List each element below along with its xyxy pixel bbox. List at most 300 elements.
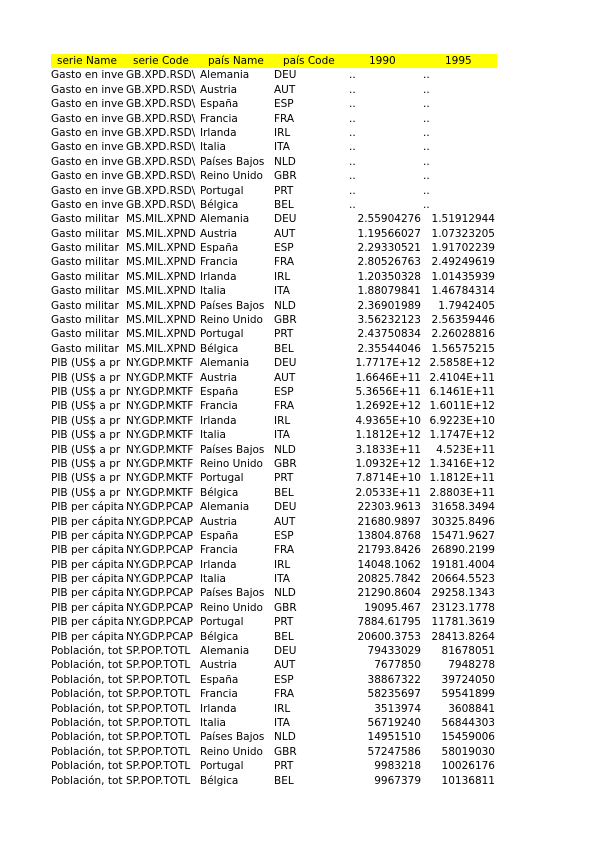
cell-value-1990: ..: [349, 141, 356, 154]
cell-serie-code: NY.GDP.MKTF: [126, 486, 194, 499]
cell-value-1995: 6.9223E+10: [429, 414, 495, 427]
cell-serie-name: Gasto militar: [51, 213, 119, 226]
cell-pais-code: ESP: [274, 385, 294, 398]
table-row: [51, 212, 497, 226]
cell-value-1995: 1.56575215: [431, 342, 495, 355]
cell-pais-name: España: [200, 673, 239, 686]
cell-pais-name: Alemania: [200, 645, 250, 658]
table-row: [51, 572, 497, 586]
cell-serie-name: Gasto en inve: [51, 198, 124, 211]
cell-serie-name: PIB per cápita: [51, 630, 125, 643]
cell-value-1995: 1.46784314: [431, 285, 495, 298]
cell-pais-code: BEL: [274, 774, 294, 787]
cell-serie-name: Gasto en inve: [51, 98, 124, 111]
cell-pais-code: BEL: [274, 198, 294, 211]
cell-serie-name: Población, tot: [51, 688, 123, 701]
cell-serie-name: Gasto en inve: [51, 83, 124, 96]
header-serie-name: serie Name: [57, 55, 117, 67]
cell-pais-name: Alemania: [200, 357, 250, 370]
table-row: [51, 299, 497, 313]
table-row: [51, 327, 497, 341]
cell-value-1990: 2.43750834: [357, 328, 421, 341]
cell-pais-name: Italia: [200, 285, 226, 298]
cell-serie-code: NY.GDP.MKTF: [126, 371, 194, 384]
table-row: [51, 399, 497, 413]
cell-pais-code: FRA: [274, 544, 295, 557]
cell-pais-code: AUT: [274, 659, 296, 672]
cell-value-1990: ..: [349, 112, 356, 125]
cell-serie-name: Población, tot: [51, 731, 123, 744]
cell-serie-name: PIB per cápita: [51, 573, 125, 586]
cell-value-1995: ..: [423, 83, 430, 96]
cell-value-1990: 13804.8768: [357, 529, 421, 542]
cell-value-1995: ..: [423, 170, 430, 183]
cell-pais-code: PRT: [274, 760, 294, 773]
data-table: [51, 54, 497, 788]
cell-serie-code: GB.XPD.RSD\: [126, 83, 196, 96]
cell-value-1990: 2.80526763: [357, 256, 421, 269]
cell-value-1995: 10136811: [441, 774, 495, 787]
cell-pais-name: Reino Unido: [200, 457, 263, 470]
cell-serie-name: Gasto militar: [51, 314, 119, 327]
cell-serie-name: PIB per cápita: [51, 587, 125, 600]
cell-value-1995: 1.91702239: [431, 242, 495, 255]
cell-serie-code: NY.GDP.MKTF: [126, 457, 194, 470]
cell-value-1990: 7884.61795: [357, 616, 421, 629]
cell-pais-code: NLD: [274, 443, 296, 456]
cell-value-1995: 2.26028816: [431, 328, 495, 341]
cell-pais-code: GBR: [274, 457, 297, 470]
cell-pais-name: Alemania: [200, 213, 250, 226]
cell-value-1990: 22303.9613: [357, 501, 421, 514]
cell-value-1990: 58235697: [367, 688, 421, 701]
cell-value-1995: 28413.8264: [431, 630, 495, 643]
table-row: [51, 83, 497, 97]
cell-value-1990: ..: [349, 69, 356, 82]
cell-value-1995: 10026176: [441, 760, 495, 773]
cell-pais-name: Portugal: [200, 184, 244, 197]
cell-value-1990: ..: [349, 126, 356, 139]
cell-serie-code: MS.MIL.XPND: [126, 328, 196, 341]
cell-pais-code: ITA: [274, 716, 290, 729]
cell-serie-code: NY.GDP.PCAP: [126, 616, 193, 629]
cell-serie-name: PIB (US$ a pr: [51, 385, 121, 398]
cell-value-1990: 1.19566027: [357, 227, 421, 240]
cell-pais-name: Bélgica: [200, 198, 239, 211]
cell-pais-name: Francia: [200, 544, 238, 557]
cell-value-1995: ..: [423, 98, 430, 111]
cell-serie-code: NY.GDP.PCAP: [126, 544, 193, 557]
cell-serie-name: PIB (US$ a pr: [51, 429, 121, 442]
cell-value-1990: 38867322: [367, 673, 421, 686]
cell-value-1995: ..: [423, 69, 430, 82]
cell-value-1995: 2.5858E+12: [429, 357, 495, 370]
cell-serie-code: GB.XPD.RSD\: [126, 184, 196, 197]
cell-pais-code: DEU: [274, 69, 297, 82]
cell-pais-name: Reino Unido: [200, 601, 263, 614]
cell-value-1995: 23123.1778: [431, 601, 495, 614]
table-row: [51, 227, 497, 241]
table-row: [51, 241, 497, 255]
cell-value-1990: ..: [349, 155, 356, 168]
cell-value-1995: 2.56359446: [431, 314, 495, 327]
cell-serie-name: Gasto en inve: [51, 69, 124, 82]
cell-serie-name: PIB (US$ a pr: [51, 443, 121, 456]
cell-serie-name: Gasto militar: [51, 242, 119, 255]
cell-value-1995: ..: [423, 141, 430, 154]
cell-pais-name: Bélgica: [200, 342, 239, 355]
cell-value-1990: 14951510: [367, 731, 421, 744]
cell-serie-code: GB.XPD.RSD\: [126, 98, 196, 111]
cell-value-1990: 1.0932E+12: [355, 457, 421, 470]
cell-serie-code: GB.XPD.RSD\: [126, 141, 196, 154]
cell-serie-name: Gasto militar: [51, 328, 119, 341]
cell-value-1990: 1.7717E+12: [355, 357, 421, 370]
cell-value-1990: 14048.1062: [357, 558, 421, 571]
cell-value-1990: 2.55904276: [357, 213, 421, 226]
cell-serie-code: NY.GDP.PCAP: [126, 601, 193, 614]
cell-serie-name: PIB (US$ a pr: [51, 414, 121, 427]
cell-pais-name: España: [200, 385, 239, 398]
cell-serie-code: MS.MIL.XPND: [126, 314, 196, 327]
cell-pais-name: Países Bajos: [200, 443, 265, 456]
cell-pais-name: Portugal: [200, 616, 244, 629]
table-body: [51, 68, 497, 788]
table-row: [51, 284, 497, 298]
cell-serie-name: Población, tot: [51, 673, 123, 686]
cell-pais-code: PRT: [274, 328, 294, 341]
cell-serie-name: Gasto militar: [51, 342, 119, 355]
cell-pais-name: Irlanda: [200, 414, 237, 427]
cell-pais-name: Austria: [200, 83, 238, 96]
cell-value-1990: 2.35544046: [357, 342, 421, 355]
cell-value-1995: 2.8803E+11: [429, 486, 495, 499]
cell-pais-name: Portugal: [200, 328, 244, 341]
cell-value-1990: 9967379: [374, 774, 421, 787]
cell-pais-name: Reino Unido: [200, 745, 263, 758]
cell-value-1995: 15459006: [441, 731, 495, 744]
cell-serie-name: PIB per cápita: [51, 515, 125, 528]
cell-serie-code: MS.MIL.XPND: [126, 213, 196, 226]
table-row: [51, 529, 497, 543]
cell-pais-code: GBR: [274, 601, 297, 614]
cell-value-1990: ..: [349, 198, 356, 211]
table-row: [51, 313, 497, 327]
cell-serie-code: NY.GDP.PCAP: [126, 630, 193, 643]
cell-value-1995: 81678051: [441, 645, 495, 658]
cell-serie-name: Población, tot: [51, 645, 123, 658]
cell-pais-name: Francia: [200, 400, 238, 413]
cell-serie-name: Gasto militar: [51, 285, 119, 298]
cell-serie-code: SP.POP.TOTL: [126, 659, 191, 672]
table-row: [51, 558, 497, 572]
cell-value-1990: 1.6646E+11: [355, 371, 421, 384]
cell-serie-name: PIB per cápita: [51, 501, 125, 514]
cell-pais-name: Portugal: [200, 760, 244, 773]
cell-serie-name: Población, tot: [51, 774, 123, 787]
cell-serie-name: Gasto en inve: [51, 126, 124, 139]
cell-serie-code: SP.POP.TOTL: [126, 716, 191, 729]
cell-pais-code: ITA: [274, 429, 290, 442]
table-row: [51, 601, 497, 615]
table-row: [51, 615, 497, 629]
cell-pais-name: Austria: [200, 659, 238, 672]
cell-value-1990: ..: [349, 83, 356, 96]
cell-serie-name: Población, tot: [51, 659, 123, 672]
cell-serie-code: SP.POP.TOTL: [126, 673, 191, 686]
cell-value-1995: 2.49249619: [431, 256, 495, 269]
cell-value-1990: 21290.8604: [357, 587, 421, 600]
cell-serie-code: MS.MIL.XPND: [126, 285, 196, 298]
table-row: [51, 702, 497, 716]
table-row: [51, 169, 497, 183]
table-row: [51, 97, 497, 111]
cell-value-1990: 4.9365E+10: [355, 414, 421, 427]
cell-serie-code: MS.MIL.XPND: [126, 227, 196, 240]
cell-serie-code: NY.GDP.MKTF: [126, 385, 194, 398]
table-row: [51, 270, 497, 284]
cell-value-1990: 3513974: [374, 702, 421, 715]
cell-value-1995: ..: [423, 126, 430, 139]
cell-value-1990: 7677850: [374, 659, 421, 672]
header-year-1990: 1990: [369, 55, 396, 67]
cell-pais-code: BEL: [274, 486, 294, 499]
cell-pais-code: IRL: [274, 558, 291, 571]
cell-pais-code: PRT: [274, 472, 294, 485]
cell-serie-name: Gasto militar: [51, 227, 119, 240]
cell-value-1990: 2.29330521: [357, 242, 421, 255]
cell-pais-name: Francia: [200, 256, 238, 269]
cell-serie-name: Gasto en inve: [51, 141, 124, 154]
cell-value-1995: ..: [423, 112, 430, 125]
cell-value-1995: 1.51912944: [431, 213, 495, 226]
cell-serie-code: SP.POP.TOTL: [126, 688, 191, 701]
cell-value-1995: 31658.3494: [431, 501, 495, 514]
cell-pais-code: NLD: [274, 587, 296, 600]
cell-value-1995: 6.1461E+11: [429, 385, 495, 398]
cell-value-1995: 7948278: [448, 659, 495, 672]
cell-pais-name: Irlanda: [200, 270, 237, 283]
cell-serie-name: Gasto militar: [51, 256, 119, 269]
cell-value-1995: ..: [423, 155, 430, 168]
cell-value-1995: ..: [423, 198, 430, 211]
cell-value-1995: 19181.4004: [431, 558, 495, 571]
cell-serie-code: SP.POP.TOTL: [126, 745, 191, 758]
cell-pais-code: FRA: [274, 256, 295, 269]
cell-pais-code: IRL: [274, 270, 291, 283]
cell-pais-code: ITA: [274, 285, 290, 298]
cell-value-1990: 1.2692E+12: [355, 400, 421, 413]
cell-value-1990: 57247586: [367, 745, 421, 758]
cell-pais-name: Bélgica: [200, 774, 239, 787]
cell-serie-code: NY.GDP.MKTF: [126, 414, 194, 427]
cell-pais-name: Países Bajos: [200, 587, 265, 600]
table-row: [51, 140, 497, 154]
cell-pais-code: FRA: [274, 112, 295, 125]
cell-pais-code: NLD: [274, 731, 296, 744]
cell-serie-code: NY.GDP.MKTF: [126, 429, 194, 442]
cell-pais-name: Italia: [200, 716, 226, 729]
cell-serie-code: GB.XPD.RSD\: [126, 69, 196, 82]
table-row: [51, 255, 497, 269]
cell-pais-name: Reino Unido: [200, 314, 263, 327]
cell-serie-code: GB.XPD.RSD\: [126, 126, 196, 139]
cell-pais-name: España: [200, 242, 239, 255]
cell-pais-name: Países Bajos: [200, 299, 265, 312]
cell-pais-name: Austria: [200, 371, 238, 384]
cell-serie-name: PIB per cápita: [51, 544, 125, 557]
cell-serie-code: MS.MIL.XPND: [126, 299, 196, 312]
cell-serie-code: GB.XPD.RSD\: [126, 170, 196, 183]
cell-serie-code: GB.XPD.RSD\: [126, 155, 196, 168]
cell-pais-name: Italia: [200, 141, 226, 154]
cell-value-1990: 2.0533E+11: [355, 486, 421, 499]
cell-pais-code: BEL: [274, 630, 294, 643]
cell-pais-code: PRT: [274, 184, 294, 197]
table-row: [51, 112, 497, 126]
cell-pais-code: DEU: [274, 357, 297, 370]
table-row: [51, 500, 497, 514]
cell-pais-code: GBR: [274, 170, 297, 183]
cell-pais-name: Irlanda: [200, 558, 237, 571]
cell-serie-code: NY.GDP.MKTF: [126, 472, 194, 485]
cell-serie-name: Población, tot: [51, 745, 123, 758]
cell-serie-name: PIB per cápita: [51, 529, 125, 542]
table-row: [51, 673, 497, 687]
cell-pais-code: ESP: [274, 529, 294, 542]
cell-pais-code: AUT: [274, 515, 296, 528]
table-row: [51, 184, 497, 198]
header-pais-name: país Name: [208, 55, 264, 67]
table-row: [51, 745, 497, 759]
cell-pais-name: Portugal: [200, 472, 244, 485]
cell-serie-name: PIB (US$ a pr: [51, 486, 121, 499]
cell-value-1990: 5.3656E+11: [355, 385, 421, 398]
table-row: [51, 730, 497, 744]
cell-serie-code: MS.MIL.XPND: [126, 256, 196, 269]
cell-pais-code: GBR: [274, 745, 297, 758]
table-row: [51, 385, 497, 399]
cell-value-1990: 2.36901989: [357, 299, 421, 312]
table-row: [51, 644, 497, 658]
cell-pais-code: ITA: [274, 573, 290, 586]
table-row: [51, 630, 497, 644]
cell-serie-code: NY.GDP.PCAP: [126, 558, 193, 571]
cell-pais-code: IRL: [274, 702, 291, 715]
cell-serie-name: Población, tot: [51, 702, 123, 715]
cell-value-1990: 21793.8426: [357, 544, 421, 557]
header-year-1995: 1995: [445, 55, 472, 67]
cell-value-1995: 11781.3619: [431, 616, 495, 629]
cell-pais-code: NLD: [274, 155, 296, 168]
cell-pais-name: Alemania: [200, 501, 250, 514]
header-row: [51, 54, 497, 68]
cell-serie-name: Gasto en inve: [51, 112, 124, 125]
cell-serie-code: NY.GDP.PCAP: [126, 573, 193, 586]
cell-serie-name: PIB per cápita: [51, 616, 125, 629]
table-row: [51, 543, 497, 557]
cell-value-1990: ..: [349, 170, 356, 183]
cell-pais-code: IRL: [274, 126, 291, 139]
cell-serie-name: Gasto en inve: [51, 155, 124, 168]
cell-pais-name: Alemania: [200, 69, 250, 82]
cell-value-1995: 1.3416E+12: [429, 457, 495, 470]
cell-serie-code: NY.GDP.PCAP: [126, 501, 193, 514]
table-row: [51, 356, 497, 370]
cell-pais-code: DEU: [274, 501, 297, 514]
cell-value-1995: 3608841: [448, 702, 495, 715]
cell-pais-code: DEU: [274, 645, 297, 658]
cell-serie-code: GB.XPD.RSD\: [126, 112, 196, 125]
cell-value-1995: 1.01435939: [431, 270, 495, 283]
cell-pais-code: PRT: [274, 616, 294, 629]
table-row: [51, 759, 497, 773]
cell-pais-code: AUT: [274, 227, 296, 240]
cell-value-1990: 79433029: [367, 645, 421, 658]
table-row: [51, 68, 497, 82]
cell-pais-name: Irlanda: [200, 702, 237, 715]
cell-serie-code: NY.GDP.MKTF: [126, 400, 194, 413]
cell-serie-code: NY.GDP.MKTF: [126, 443, 194, 456]
table-row: [51, 687, 497, 701]
cell-pais-code: DEU: [274, 213, 297, 226]
cell-pais-name: España: [200, 529, 239, 542]
cell-pais-code: IRL: [274, 414, 291, 427]
table-row: [51, 342, 497, 356]
table-row: [51, 457, 497, 471]
cell-value-1990: 19095.467: [364, 601, 421, 614]
cell-pais-code: FRA: [274, 688, 295, 701]
cell-value-1995: 1.07323205: [431, 227, 495, 240]
cell-pais-code: ITA: [274, 141, 290, 154]
cell-value-1990: 1.1812E+12: [355, 429, 421, 442]
cell-serie-code: SP.POP.TOTL: [126, 702, 191, 715]
table-row: [51, 198, 497, 212]
table-row: [51, 471, 497, 485]
cell-value-1995: 29258.1343: [431, 587, 495, 600]
cell-pais-name: Bélgica: [200, 630, 239, 643]
cell-serie-name: PIB (US$ a pr: [51, 357, 121, 370]
cell-pais-name: Italia: [200, 429, 226, 442]
cell-pais-name: Italia: [200, 573, 226, 586]
cell-pais-name: Países Bajos: [200, 731, 265, 744]
cell-pais-code: AUT: [274, 83, 296, 96]
cell-serie-code: MS.MIL.XPND: [126, 270, 196, 283]
cell-value-1995: 56844303: [441, 716, 495, 729]
cell-value-1990: 1.88079841: [357, 285, 421, 298]
cell-value-1995: 1.1812E+11: [429, 472, 495, 485]
cell-pais-name: Austria: [200, 227, 238, 240]
cell-serie-code: SP.POP.TOTL: [126, 645, 191, 658]
cell-serie-name: PIB (US$ a pr: [51, 457, 121, 470]
cell-value-1995: 30325.8496: [431, 515, 495, 528]
cell-pais-name: Países Bajos: [200, 155, 265, 168]
cell-serie-name: Población, tot: [51, 716, 123, 729]
table-row: [51, 414, 497, 428]
cell-pais-code: ESP: [274, 98, 294, 111]
cell-pais-name: Francia: [200, 112, 238, 125]
cell-value-1990: 1.20350328: [357, 270, 421, 283]
cell-serie-code: NY.GDP.MKTF: [126, 357, 194, 370]
cell-serie-code: SP.POP.TOTL: [126, 731, 191, 744]
cell-value-1990: ..: [349, 184, 356, 197]
cell-value-1990: 56719240: [367, 716, 421, 729]
cell-value-1995: 26890.2199: [431, 544, 495, 557]
cell-value-1995: 59541899: [441, 688, 495, 701]
cell-value-1995: ..: [423, 184, 430, 197]
table-row: [51, 658, 497, 672]
table-row: [51, 428, 497, 442]
